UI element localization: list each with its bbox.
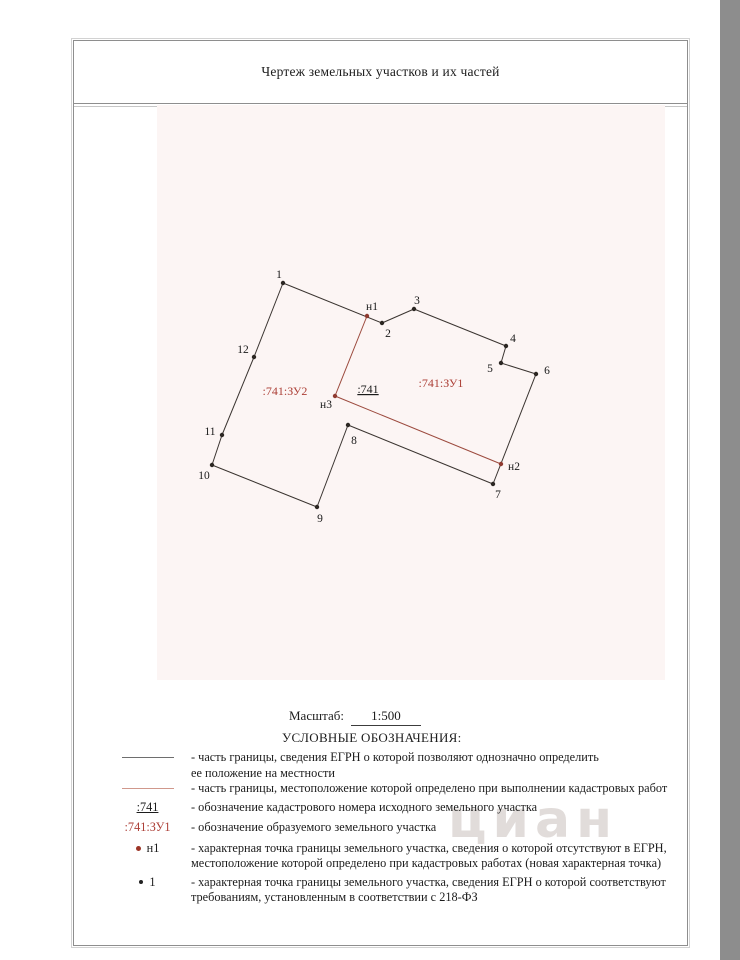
page-title: Чертеж земельных участков и их частей [261, 64, 500, 79]
point-label: 4 [510, 333, 516, 345]
legend-text-line: - часть границы, местоположение которой определено при выполнении кадастровых работ [191, 781, 668, 795]
legend-text-line: - обозначение кадастрового номера исходного земельного участка [191, 799, 538, 814]
boundary-point [504, 344, 508, 348]
boundary-point [210, 463, 214, 467]
black-point-sample-icon [139, 880, 143, 884]
boundary-point [380, 321, 384, 325]
point-label: 5 [487, 363, 493, 375]
point-label: н2 [508, 461, 520, 473]
red-point-sample-icon [136, 846, 141, 851]
established-boundary-segment [317, 425, 348, 507]
legend-text-line: местоположение которой определено при кадастровых работах (новая характерная точка) [191, 856, 662, 870]
legend-designation-sample: :741:ЗУ1 [124, 820, 171, 834]
boundary-point [252, 355, 256, 359]
legend-text [191, 781, 734, 797]
boundary-point [534, 372, 538, 376]
new-boundary-point [333, 394, 337, 398]
point-label: 10 [198, 470, 210, 482]
point-label: 8 [351, 435, 357, 447]
area-label: :741 [357, 382, 379, 396]
legend-row [94, 841, 734, 872]
boundary-point [412, 307, 416, 311]
site-watermark: циан [448, 790, 618, 850]
established-boundary-segment [501, 346, 506, 363]
legend-text-line: ее положение на местности [191, 765, 335, 780]
established-boundary-segment [212, 465, 317, 507]
new-boundary-point [499, 462, 503, 466]
established-boundary-segment [382, 309, 414, 323]
scale-value: 1:500 [351, 708, 421, 726]
legend-text [191, 820, 734, 836]
established-boundary-segment [212, 435, 222, 465]
legend-text [191, 841, 734, 872]
document-frame [73, 40, 688, 946]
legend [94, 750, 734, 906]
legend-marker [94, 820, 191, 836]
legend-designation-sample: :741 [136, 799, 159, 814]
point-label: н1 [366, 301, 378, 313]
legend-marker [94, 875, 191, 891]
legend-text [191, 750, 734, 781]
point-label: н3 [320, 399, 332, 411]
point-label: 3 [414, 295, 420, 307]
black-boundary-line-sample [122, 757, 174, 758]
legend-point-sample-label: 1 [149, 874, 156, 889]
established-boundary-segment [222, 357, 254, 435]
point-label: 9 [317, 513, 323, 525]
area-label: :741:ЗУ2 [262, 384, 308, 398]
point-label: 2 [385, 328, 391, 340]
boundary-point [346, 423, 350, 427]
point-label: 11 [204, 426, 216, 438]
legend-point-sample-label: н1 [146, 840, 160, 855]
legend-title: УСЛОВНЫЕ ОБОЗНАЧЕНИЯ: [282, 730, 462, 745]
legend-row [94, 820, 734, 836]
legend-text-line: - часть границы, сведения ЕГРН о которой позволяют однозначно определить [191, 750, 599, 764]
established-boundary-segment [254, 283, 283, 357]
established-boundary-segment [414, 309, 506, 346]
new-boundary-point [365, 314, 369, 318]
point-label: 6 [544, 365, 550, 377]
legend-text [191, 800, 734, 816]
legend-row [94, 800, 734, 816]
legend-text-line: - характерная точка границы земельного участка, сведения о которой отсутствуют в ЕГРН, [191, 840, 667, 855]
point-label: 7 [495, 489, 501, 501]
point-label: 12 [237, 344, 249, 356]
area-label: :741:ЗУ1 [418, 376, 464, 390]
legend-text-line: - характерная точка границы земельного участка, сведения ЕГРН о которой соответствуют [191, 874, 666, 889]
legend-text-line: - обозначение образуемого земельного участка [191, 820, 437, 834]
boundary-point [499, 361, 503, 365]
legend-row [94, 781, 734, 797]
point-label: 1 [276, 269, 282, 281]
legend-text [191, 875, 734, 906]
legend-marker [94, 781, 191, 789]
legend-marker [94, 841, 191, 857]
boundary-point [315, 505, 319, 509]
red-boundary-line-sample [122, 788, 174, 789]
boundary-point [281, 281, 285, 285]
established-boundary-segment [501, 363, 536, 374]
established-boundary-segment [348, 425, 493, 484]
legend-marker [94, 800, 191, 816]
scale-row [289, 708, 421, 726]
legend-text-line: требованиям, установленным в соответствии с 218-ФЗ [191, 890, 478, 904]
legend-row [94, 875, 734, 906]
legend-marker [94, 750, 191, 758]
scale-label: Масштаб: [289, 708, 344, 723]
legend-row [94, 750, 734, 781]
boundary-point [220, 433, 224, 437]
boundary-point [491, 482, 495, 486]
